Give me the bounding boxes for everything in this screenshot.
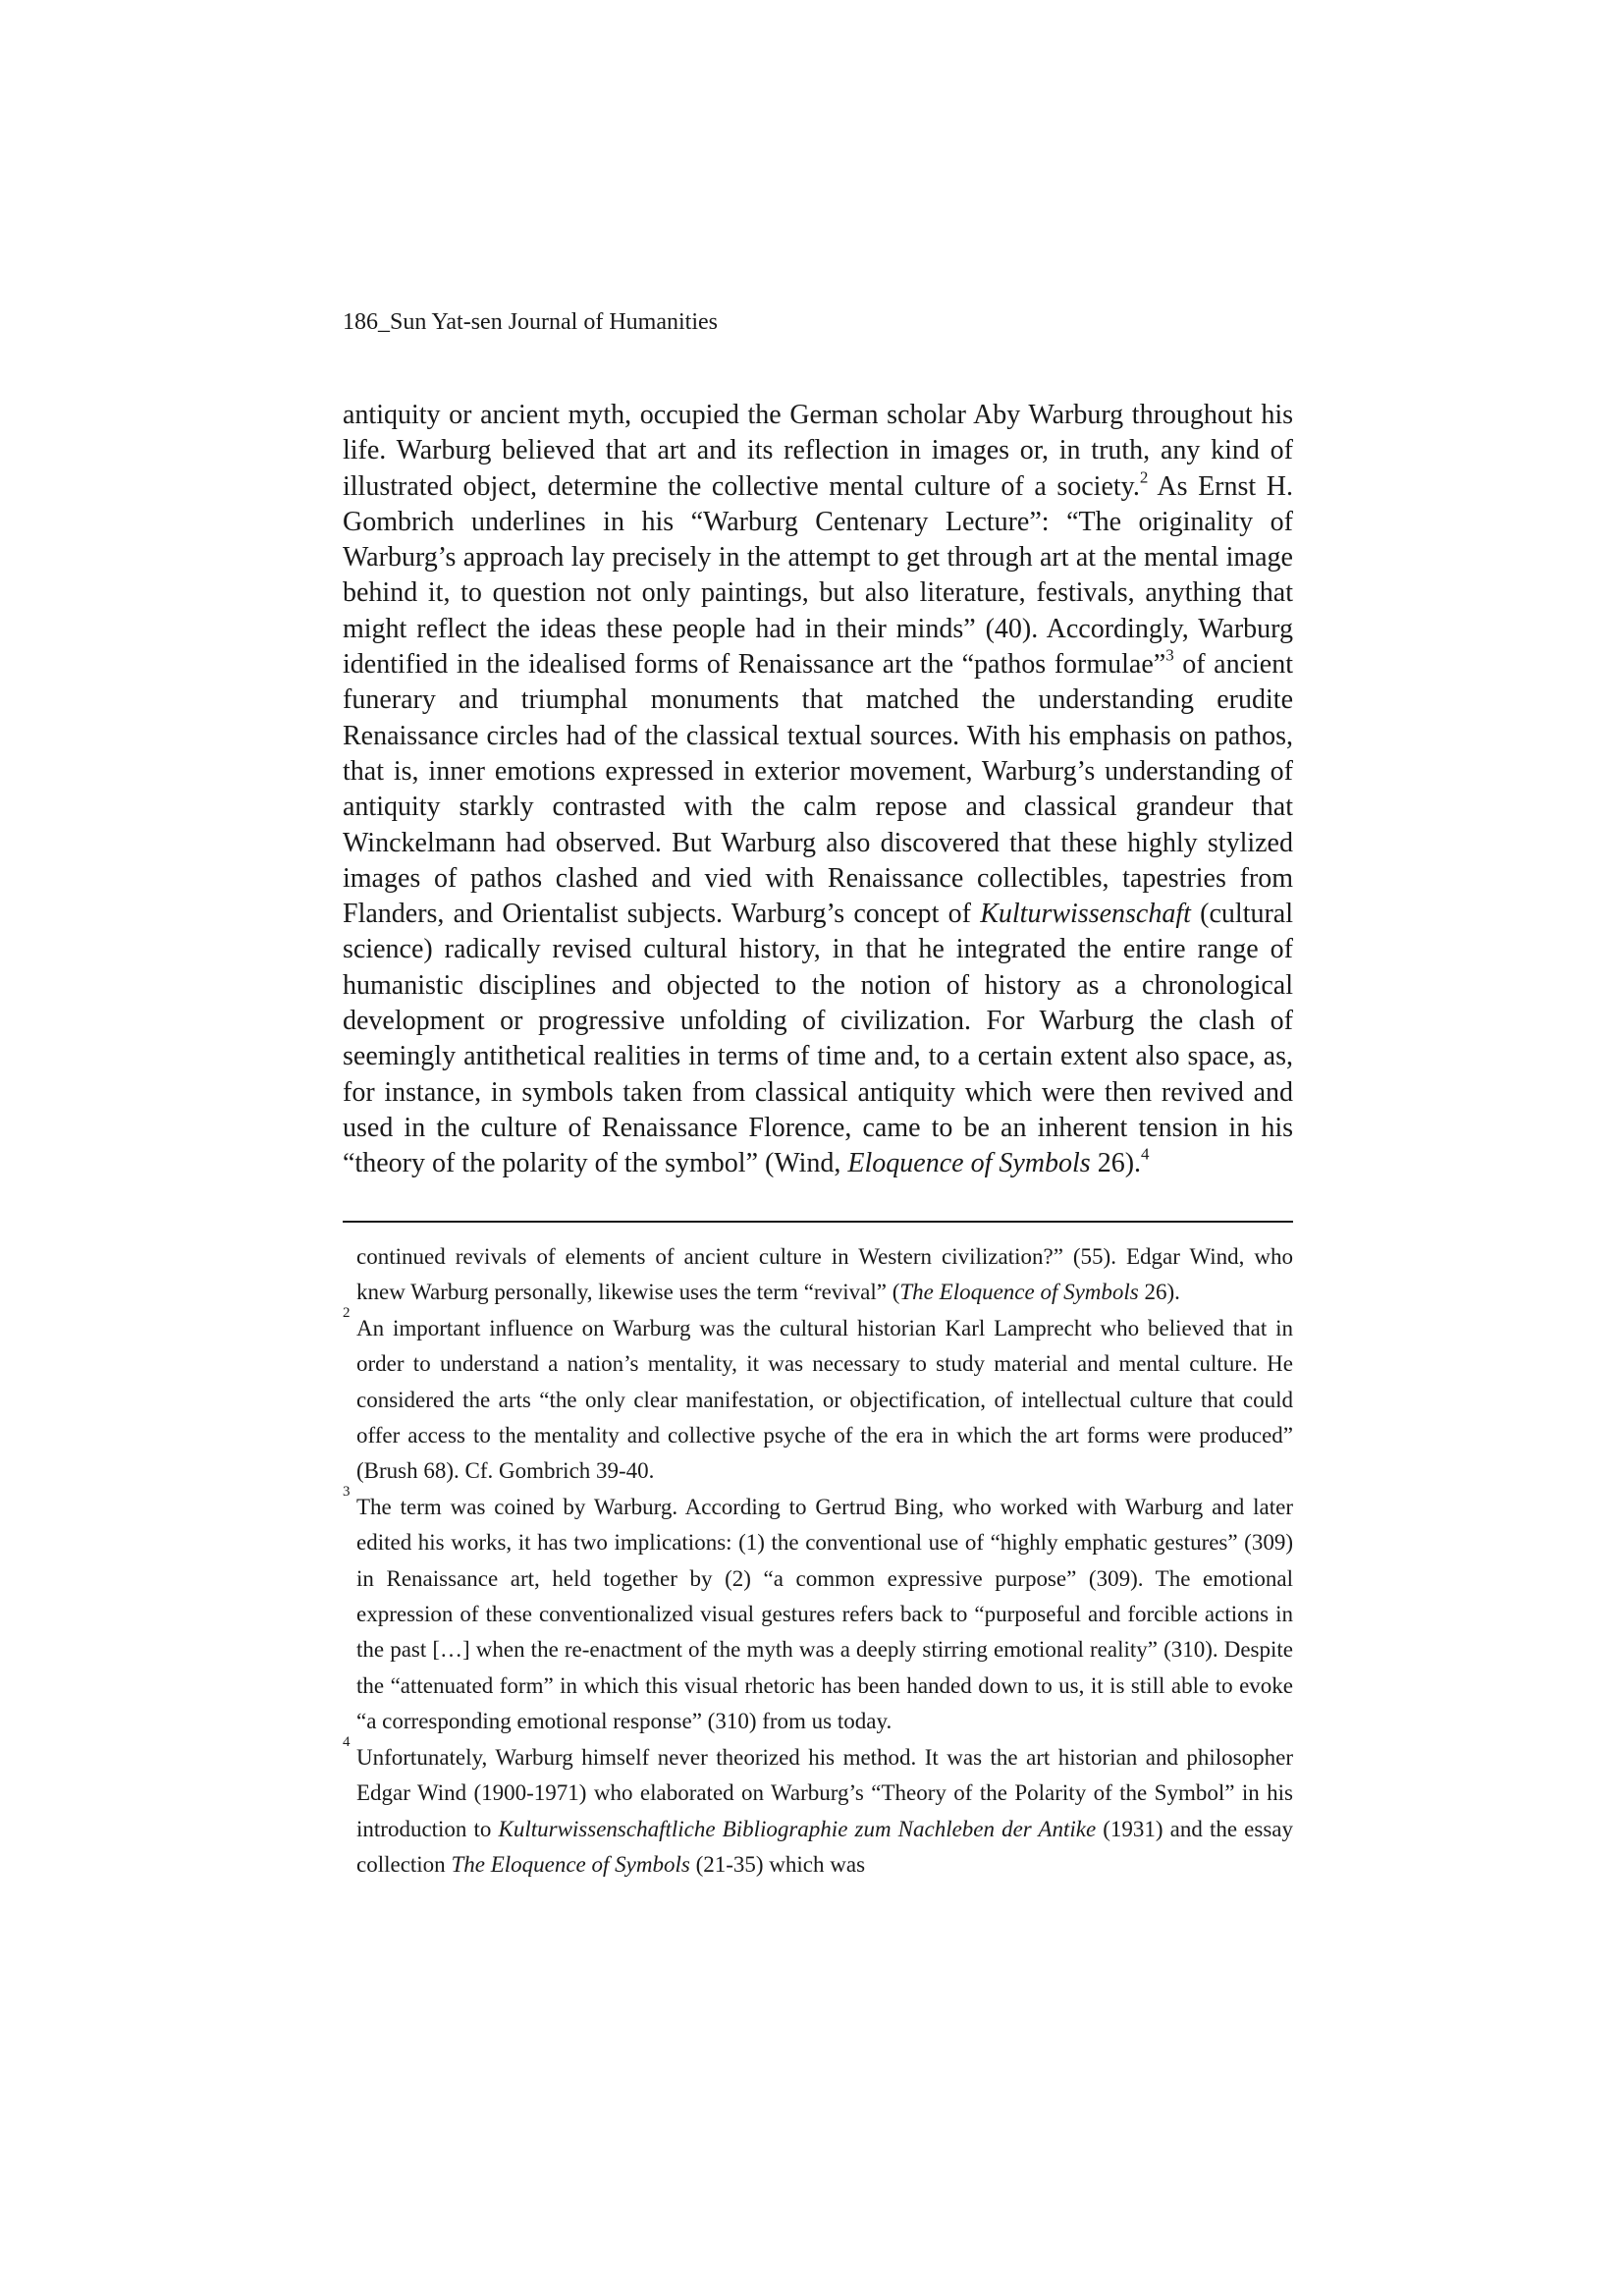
footnotes: [343, 1239, 1293, 1883]
footnote-2: [343, 1304, 1293, 1490]
italic-term-kulturwissenschaft: Kulturwissenschaft: [980, 899, 1191, 930]
running-head: 186_Sun Yat-sen Journal of Humanities: [343, 309, 718, 335]
footnote-number: 3: [343, 1483, 351, 1500]
footnote-separator: [343, 1221, 1293, 1223]
footnote-4: [343, 1733, 1293, 1884]
footnote-italic: The Eloquence of Symbols: [899, 1280, 1139, 1305]
footnote-3: [343, 1483, 1293, 1740]
footnote-text: Unfortunately, Warburg himself never theorized his method. It was the art historian and philosopher Edgar Wind (1900-1971) who elaborated on Warburg’s “Theory of the Polarity of the Symbol” in his introduction to: [356, 1744, 1293, 1841]
body-text-span: antiquity or ancient myth, occupied the German scholar Aby Warburg throughout his life. Warburg believed that art and its reflection in images or, in truth, any kind of illustrated object, determine the collective mental culture of a society.: [343, 400, 1293, 502]
footnote-text: The term was coined by Warburg. According to Gertrud Bing, who worked with Warburg and later edited his works, it has two implications: (1) the conventional use of “highly emphatic gestures” (309) in Renaissance art, held together by (2) “a common expressive purpose” (309). The emotional expression of these conventionalized visual gestures refers back to “purposeful and forcible actions in the past […] when the re-enactment of the myth was a deeply stirring emotional reality” (310). Despite the “attenuated form” in which this visual rhetoric has been handed down to us, it is still able to evoke “a corresponding emotional response” (310) from us today.: [356, 1494, 1293, 1734]
footnote-text: (1931) and the essay collection: [356, 1816, 1293, 1877]
footnote-ref-2: 2: [1139, 466, 1149, 486]
body-text-span: of ancient funerary and triumphal monuments that matched the understanding erudite Renaissance circles had of the classical textual sources. With his emphasis on pathos, that is, inner emotions expressed in exterior movement, Warburg’s understanding of antiquity starkly contrasted with the calm repose and classical grandeur that Winckelmann had observed. But Warburg also discovered that these highly stylized images of pathos clashed and vied with Renaissance collectibles, tapestries from Flanders, and Orientalist subjects. Warburg’s concept of: [343, 649, 1293, 930]
footnote-continued: [343, 1239, 1293, 1311]
footnote-number: 2: [343, 1304, 351, 1321]
footnote-text: (21-35) which was: [689, 1851, 866, 1877]
footnote-ref-4: 4: [1141, 1144, 1150, 1164]
body-paragraph: [343, 398, 1293, 1182]
footnote-text: continued revivals of elements of ancient culture in Western civilization?” (55). Edgar Wind, who knew Warburg personally, likewise uses the term “revival” (: [356, 1244, 1293, 1305]
footnote-italic: Kulturwissenschaftliche Bibliographie zum Nachleben der Antike: [498, 1816, 1097, 1841]
body-text-span: As Ernst H. Gombrich underlines in his “Warburg Centenary Lecture”: “The originality of Warburg’s approach lay precisely in the attempt to get through art at the mental image behind it, to question not only paintings, but also literature, festivals, anything that might reflect the ideas these people had in their minds” (40). Accordingly, Warburg identified in the idealised forms of Renaissance art the “pathos formulae”: [343, 470, 1293, 681]
body-text-span: (cultural science) radically revised cultural history, in that he integrated the entire range of humanistic disciplines and objected to the notion of history as a chronological development or progressive unfolding of civilization. For Warburg the clash of seemingly antithetical realities in terms of time and, to a certain extent also space, as, for instance, in symbols taken from classical antiquity which were then revived and used in the culture of Renaissance Florence, came to be an inherent tension in his “theory of the polarity of the symbol” (Wind,: [343, 899, 1293, 1179]
footnote-text: An important influence on Warburg was the cultural historian Karl Lamprecht who believed that in order to understand a nation’s mentality, it was necessary to study material and mental culture. He considered the arts “the only clear manifestation, or objectification, of intellectual culture that could offer access to the mentality and collective psyche of the era in which the art forms were produced” (Brush 68). Cf. Gombrich 39-40.: [356, 1315, 1293, 1484]
footnote-text: 26).: [1138, 1280, 1180, 1305]
footnote-ref-3: 3: [1165, 645, 1174, 665]
body-text-span: 26).: [1090, 1148, 1142, 1179]
italic-title-eloquence: Eloquence of Symbols: [847, 1148, 1091, 1179]
paragraph-text: [343, 398, 1293, 1182]
footnote-italic: The Eloquence of Symbols: [451, 1851, 690, 1877]
footnote-number: 4: [343, 1733, 351, 1750]
